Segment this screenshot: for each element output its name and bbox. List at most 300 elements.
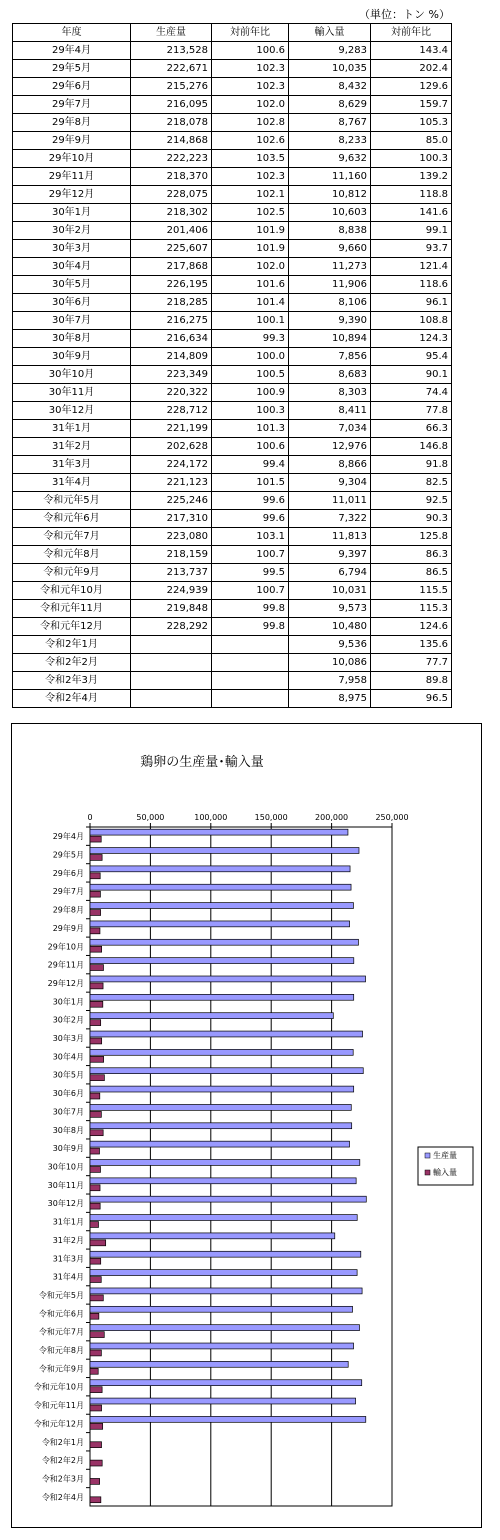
category-label: 令和元年10月 <box>33 1382 84 1392</box>
header-imports-yoy: 対前年比 <box>371 24 452 42</box>
bar-production <box>90 1233 335 1239</box>
cell-period: 令和元年5月 <box>13 492 131 510</box>
cell-period: 令和元年10月 <box>13 582 131 600</box>
bar-imports <box>90 1295 103 1301</box>
cell-production-yoy: 99.6 <box>212 510 289 528</box>
bar-production <box>90 939 358 945</box>
cell-production-yoy: 101.9 <box>212 222 289 240</box>
cell-production: 213,528 <box>131 42 212 60</box>
category-label: 令和元年8月 <box>38 1346 84 1356</box>
cell-imports: 11,273 <box>289 258 371 276</box>
category-label: 令和2年1月 <box>41 1437 84 1447</box>
bar-imports <box>90 1038 102 1044</box>
cell-production-yoy: 100.0 <box>212 348 289 366</box>
cell-imports: 10,086 <box>289 654 371 672</box>
category-label: 30年12月 <box>47 1199 84 1209</box>
table-row <box>13 168 452 186</box>
cell-production-yoy <box>212 636 289 654</box>
cell-period: 31年2月 <box>13 438 131 456</box>
bar-imports <box>90 1368 98 1374</box>
legend-label: 輸入量 <box>433 1168 457 1177</box>
table-row <box>13 510 452 528</box>
cell-production-yoy: 102.5 <box>212 204 289 222</box>
cell-imports-yoy: 90.1 <box>371 366 452 384</box>
table-row <box>13 96 452 114</box>
cell-imports-yoy: 118.6 <box>371 276 452 294</box>
cell-production: 221,123 <box>131 474 212 492</box>
table-row <box>13 132 452 150</box>
bar-imports <box>90 836 101 842</box>
category-label: 30年9月 <box>52 1144 84 1154</box>
cell-production-yoy: 101.3 <box>212 420 289 438</box>
cell-production-yoy: 101.9 <box>212 240 289 258</box>
cell-production: 216,634 <box>131 330 212 348</box>
cell-period: 29年11月 <box>13 168 131 186</box>
cell-production-yoy: 100.9 <box>212 384 289 402</box>
cell-production: 218,078 <box>131 114 212 132</box>
cell-imports-yoy: 91.8 <box>371 456 452 474</box>
bar-production <box>90 1380 362 1386</box>
cell-period: 30年3月 <box>13 240 131 258</box>
cell-period: 令和元年11月 <box>13 600 131 618</box>
chart-area <box>11 723 482 1528</box>
cell-imports: 9,390 <box>289 312 371 330</box>
table-row <box>13 186 452 204</box>
category-label: 30年1月 <box>52 997 84 1007</box>
bar-production <box>90 976 366 982</box>
bar-imports <box>90 1497 101 1503</box>
category-label: 30年5月 <box>52 1070 84 1080</box>
cell-imports-yoy: 125.8 <box>371 528 452 546</box>
bar-imports <box>90 1442 102 1448</box>
cell-production-yoy: 102.0 <box>212 96 289 114</box>
cell-production-yoy: 103.5 <box>212 150 289 168</box>
cell-production: 224,172 <box>131 456 212 474</box>
cell-imports-yoy: 100.3 <box>371 150 452 168</box>
bar-production <box>90 921 350 927</box>
cell-period: 令和2年3月 <box>13 672 131 690</box>
cell-imports-yoy: 86.3 <box>371 546 452 564</box>
cell-period: 令和元年6月 <box>13 510 131 528</box>
bar-production <box>90 1123 352 1129</box>
cell-production-yoy: 102.3 <box>212 60 289 78</box>
cell-imports: 12,976 <box>289 438 371 456</box>
cell-imports: 10,035 <box>289 60 371 78</box>
cell-production: 223,080 <box>131 528 212 546</box>
cell-imports: 8,866 <box>289 456 371 474</box>
cell-imports-yoy: 90.3 <box>371 510 452 528</box>
cell-production-yoy: 101.4 <box>212 294 289 312</box>
cell-imports-yoy: 121.4 <box>371 258 452 276</box>
cell-imports-yoy: 143.4 <box>371 42 452 60</box>
table-header-row <box>13 24 452 42</box>
cell-period: 31年3月 <box>13 456 131 474</box>
x-tick-label: 150,000 <box>254 813 288 822</box>
category-label: 30年6月 <box>52 1089 84 1099</box>
cell-production <box>131 690 212 708</box>
bar-production <box>90 1049 353 1055</box>
table-row <box>13 546 452 564</box>
unit-note: （単位：トン %） <box>359 8 450 21</box>
cell-imports: 7,322 <box>289 510 371 528</box>
bar-imports <box>90 1093 100 1099</box>
cell-production: 215,276 <box>131 78 212 96</box>
cell-period: 29年8月 <box>13 114 131 132</box>
bar-production <box>90 866 350 872</box>
cell-period: 30年7月 <box>13 312 131 330</box>
table-row <box>13 672 452 690</box>
cell-imports: 6,794 <box>289 564 371 582</box>
cell-imports-yoy: 115.3 <box>371 600 452 618</box>
cell-imports-yoy: 99.1 <box>371 222 452 240</box>
cell-period: 30年6月 <box>13 294 131 312</box>
cell-period: 29年4月 <box>13 42 131 60</box>
category-label: 30年7月 <box>52 1107 84 1117</box>
category-label: 31年1月 <box>52 1217 84 1227</box>
cell-production: 223,349 <box>131 366 212 384</box>
cell-period: 31年4月 <box>13 474 131 492</box>
cell-imports: 8,233 <box>289 132 371 150</box>
bar-production <box>90 958 354 964</box>
cell-production-yoy <box>212 672 289 690</box>
cell-imports-yoy: 115.5 <box>371 582 452 600</box>
cell-production-yoy: 99.8 <box>212 600 289 618</box>
cell-production: 202,628 <box>131 438 212 456</box>
table-row <box>13 456 452 474</box>
bar-imports <box>90 1001 103 1007</box>
table-row <box>13 654 452 672</box>
cell-production: 226,195 <box>131 276 212 294</box>
bar-imports <box>90 1203 100 1209</box>
table-row <box>13 348 452 366</box>
bar-production <box>90 1178 356 1184</box>
cell-imports: 8,411 <box>289 402 371 420</box>
cell-imports: 10,812 <box>289 186 371 204</box>
cell-imports-yoy: 77.7 <box>371 654 452 672</box>
cell-imports: 9,660 <box>289 240 371 258</box>
table-row <box>13 204 452 222</box>
legend-swatch <box>425 1170 430 1175</box>
cell-period: 30年11月 <box>13 384 131 402</box>
cell-production-yoy: 100.1 <box>212 312 289 330</box>
bar-imports <box>90 1111 101 1117</box>
bar-production <box>90 848 359 854</box>
cell-production: 201,406 <box>131 222 212 240</box>
bar-imports <box>90 1222 98 1228</box>
category-label: 30年10月 <box>47 1162 84 1172</box>
cell-production: 216,095 <box>131 96 212 114</box>
data-table <box>12 23 452 708</box>
cell-imports: 8,629 <box>289 96 371 114</box>
bar-imports <box>90 1148 99 1154</box>
table-row <box>13 222 452 240</box>
cell-production: 218,285 <box>131 294 212 312</box>
header-period: 年度 <box>13 24 131 42</box>
cell-imports-yoy: 202.4 <box>371 60 452 78</box>
table-row <box>13 528 452 546</box>
cell-imports: 7,034 <box>289 420 371 438</box>
table-row <box>13 582 452 600</box>
category-label: 30年8月 <box>52 1125 84 1135</box>
bar-chart <box>12 724 481 1527</box>
cell-period: 令和元年12月 <box>13 618 131 636</box>
cell-imports-yoy: 139.2 <box>371 168 452 186</box>
cell-imports: 8,838 <box>289 222 371 240</box>
bar-imports <box>90 1423 103 1429</box>
cell-period: 29年10月 <box>13 150 131 168</box>
cell-imports: 9,573 <box>289 600 371 618</box>
bar-imports <box>90 1350 101 1356</box>
category-label: 30年3月 <box>52 1034 84 1044</box>
category-label: 令和元年5月 <box>38 1290 84 1300</box>
bar-production <box>90 1196 366 1202</box>
cell-imports-yoy: 96.5 <box>371 690 452 708</box>
cell-production: 222,671 <box>131 60 212 78</box>
bar-imports <box>90 1332 104 1338</box>
cell-imports-yoy: 66.3 <box>371 420 452 438</box>
cell-period: 令和2年1月 <box>13 636 131 654</box>
cell-period: 30年12月 <box>13 402 131 420</box>
cell-imports-yoy: 129.6 <box>371 78 452 96</box>
cell-imports: 11,160 <box>289 168 371 186</box>
cell-imports: 9,283 <box>289 42 371 60</box>
cell-imports: 10,603 <box>289 204 371 222</box>
cell-imports: 11,906 <box>289 276 371 294</box>
bar-imports <box>90 1185 100 1191</box>
cell-imports: 11,813 <box>289 528 371 546</box>
cell-imports-yoy: 141.6 <box>371 204 452 222</box>
cell-production: 228,075 <box>131 186 212 204</box>
category-label: 30年2月 <box>52 1015 84 1025</box>
header-production: 生産量 <box>131 24 212 42</box>
cell-imports-yoy: 77.8 <box>371 402 452 420</box>
cell-period: 令和2年4月 <box>13 690 131 708</box>
table-row <box>13 276 452 294</box>
bar-imports <box>90 1240 106 1246</box>
cell-imports-yoy: 159.7 <box>371 96 452 114</box>
cell-production-yoy: 99.8 <box>212 618 289 636</box>
category-label: 令和2年3月 <box>41 1474 84 1484</box>
cell-production: 219,848 <box>131 600 212 618</box>
cell-imports: 9,397 <box>289 546 371 564</box>
category-label: 29年12月 <box>47 978 84 988</box>
legend-label: 生産量 <box>433 1151 457 1160</box>
x-tick-label: 0 <box>87 813 93 822</box>
bar-production <box>90 1270 357 1276</box>
cell-production: 218,159 <box>131 546 212 564</box>
cell-period: 29年6月 <box>13 78 131 96</box>
cell-production: 222,223 <box>131 150 212 168</box>
cell-production-yoy: 100.7 <box>212 546 289 564</box>
cell-production-yoy: 102.6 <box>212 132 289 150</box>
category-label: 令和2年2月 <box>41 1456 84 1466</box>
cell-production-yoy <box>212 654 289 672</box>
cell-imports-yoy: 96.1 <box>371 294 452 312</box>
cell-production-yoy: 102.8 <box>212 114 289 132</box>
cell-period: 29年9月 <box>13 132 131 150</box>
cell-production-yoy: 102.3 <box>212 168 289 186</box>
cell-imports-yoy: 85.0 <box>371 132 452 150</box>
cell-imports: 10,480 <box>289 618 371 636</box>
cell-imports: 8,106 <box>289 294 371 312</box>
cell-production: 214,868 <box>131 132 212 150</box>
bar-imports <box>90 1313 99 1319</box>
cell-period: 令和元年8月 <box>13 546 131 564</box>
bar-imports <box>90 891 100 897</box>
table-row <box>13 294 452 312</box>
cell-imports-yoy: 124.6 <box>371 618 452 636</box>
cell-production-yoy: 103.1 <box>212 528 289 546</box>
table-row <box>13 438 452 456</box>
category-label: 29年5月 <box>52 850 84 860</box>
category-label: 30年11月 <box>47 1180 84 1190</box>
cell-imports: 10,031 <box>289 582 371 600</box>
cell-production-yoy: 99.5 <box>212 564 289 582</box>
header-imports: 輸入量 <box>289 24 371 42</box>
cell-production-yoy: 102.3 <box>212 78 289 96</box>
cell-production <box>131 672 212 690</box>
legend-swatch <box>425 1153 430 1158</box>
cell-production-yoy: 100.3 <box>212 402 289 420</box>
cell-production-yoy: 100.5 <box>212 366 289 384</box>
category-label: 29年9月 <box>52 923 84 933</box>
cell-production-yoy: 100.6 <box>212 42 289 60</box>
category-label: 29年6月 <box>52 868 84 878</box>
cell-imports: 9,536 <box>289 636 371 654</box>
x-tick-label: 100,000 <box>194 813 228 822</box>
cell-production: 228,292 <box>131 618 212 636</box>
category-label: 29年11月 <box>47 960 84 970</box>
cell-period: 30年9月 <box>13 348 131 366</box>
x-tick-label: 50,000 <box>136 813 165 822</box>
x-tick-label: 200,000 <box>315 813 349 822</box>
table-row <box>13 636 452 654</box>
cell-production-yoy: 101.6 <box>212 276 289 294</box>
cell-production: 217,310 <box>131 510 212 528</box>
table-row <box>13 690 452 708</box>
cell-imports-yoy: 93.7 <box>371 240 452 258</box>
table-row <box>13 78 452 96</box>
table-row <box>13 402 452 420</box>
category-label: 31年2月 <box>52 1235 84 1245</box>
table-row <box>13 258 452 276</box>
bar-imports <box>90 1405 102 1411</box>
bar-imports <box>90 1478 100 1484</box>
cell-production-yoy: 99.6 <box>212 492 289 510</box>
cell-production-yoy: 100.6 <box>212 438 289 456</box>
cell-period: 令和元年7月 <box>13 528 131 546</box>
category-label: 令和元年7月 <box>38 1327 84 1337</box>
cell-imports-yoy: 108.8 <box>371 312 452 330</box>
category-label: 31年3月 <box>52 1254 84 1264</box>
cell-period: 29年7月 <box>13 96 131 114</box>
table-row <box>13 312 452 330</box>
bar-production <box>90 1306 353 1312</box>
table-row <box>13 330 452 348</box>
bar-imports <box>90 965 103 971</box>
bar-production <box>90 884 351 890</box>
table-row <box>13 618 452 636</box>
cell-imports: 8,975 <box>289 690 371 708</box>
cell-period: 30年10月 <box>13 366 131 384</box>
cell-imports: 8,767 <box>289 114 371 132</box>
cell-imports: 8,303 <box>289 384 371 402</box>
bar-production <box>90 1068 363 1074</box>
cell-imports-yoy: 135.6 <box>371 636 452 654</box>
table-row <box>13 384 452 402</box>
cell-production: 217,868 <box>131 258 212 276</box>
cell-production: 216,275 <box>131 312 212 330</box>
bar-production <box>90 1361 348 1367</box>
cell-imports-yoy: 118.8 <box>371 186 452 204</box>
cell-period: 30年5月 <box>13 276 131 294</box>
bar-production <box>90 1031 363 1037</box>
category-label: 令和元年9月 <box>38 1364 84 1374</box>
category-label: 29年10月 <box>47 942 84 952</box>
table-row <box>13 240 452 258</box>
bar-production <box>90 1416 366 1422</box>
bar-imports <box>90 1020 101 1026</box>
cell-period: 30年2月 <box>13 222 131 240</box>
bar-production <box>90 1086 354 1092</box>
cell-imports-yoy: 74.4 <box>371 384 452 402</box>
cell-production: 221,199 <box>131 420 212 438</box>
bar-imports <box>90 1460 102 1466</box>
table-row <box>13 474 452 492</box>
table-row <box>13 114 452 132</box>
bar-production <box>90 1343 354 1349</box>
category-label: 令和元年11月 <box>33 1401 84 1411</box>
category-label: 29年8月 <box>52 905 84 915</box>
category-label: 29年7月 <box>52 887 84 897</box>
cell-production <box>131 654 212 672</box>
cell-production-yoy: 99.4 <box>212 456 289 474</box>
category-label: 令和元年6月 <box>38 1309 84 1319</box>
cell-production-yoy: 101.5 <box>212 474 289 492</box>
bar-production <box>90 1013 333 1019</box>
cell-imports: 7,958 <box>289 672 371 690</box>
cell-imports-yoy: 146.8 <box>371 438 452 456</box>
cell-production: 214,809 <box>131 348 212 366</box>
x-tick-label: 250,000 <box>375 813 409 822</box>
cell-production-yoy: 99.3 <box>212 330 289 348</box>
cell-imports-yoy: 89.8 <box>371 672 452 690</box>
cell-imports-yoy: 92.5 <box>371 492 452 510</box>
cell-production: 213,737 <box>131 564 212 582</box>
bar-imports <box>90 873 100 879</box>
cell-production-yoy: 100.7 <box>212 582 289 600</box>
bar-production <box>90 1398 356 1404</box>
category-label: 令和元年12月 <box>33 1419 84 1429</box>
cell-imports-yoy: 105.3 <box>371 114 452 132</box>
cell-production-yoy: 102.0 <box>212 258 289 276</box>
cell-production-yoy: 102.1 <box>212 186 289 204</box>
bar-production <box>90 903 353 909</box>
cell-imports-yoy: 124.3 <box>371 330 452 348</box>
cell-period: 30年1月 <box>13 204 131 222</box>
cell-imports: 8,683 <box>289 366 371 384</box>
cell-imports: 9,632 <box>289 150 371 168</box>
cell-imports: 11,011 <box>289 492 371 510</box>
bar-imports <box>90 946 102 952</box>
cell-production: 228,712 <box>131 402 212 420</box>
bar-production <box>90 1251 361 1257</box>
bar-imports <box>90 1056 104 1062</box>
bar-production <box>90 994 354 1000</box>
header-production-yoy: 対前年比 <box>212 24 289 42</box>
category-label: 29年4月 <box>52 832 84 842</box>
cell-imports-yoy: 82.5 <box>371 474 452 492</box>
